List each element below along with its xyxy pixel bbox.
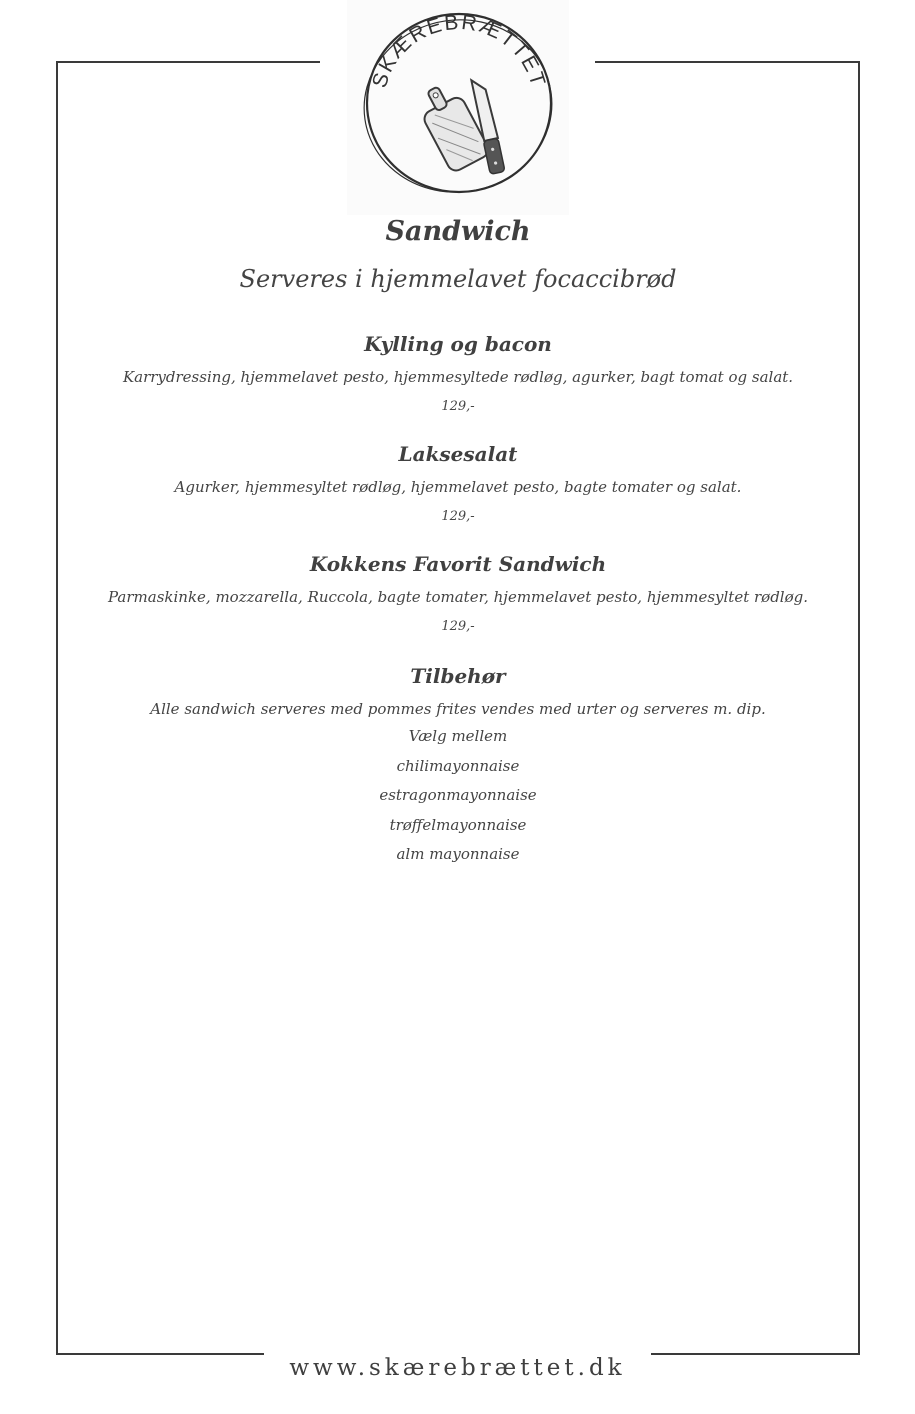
item-description: Karrydressing, hjemmelavet pesto, hjemmesyltede rødløg, agurker, bagt tomat og salat. <box>122 368 794 386</box>
frame-bottom-right-line <box>651 1353 860 1355</box>
item-price: 129,- <box>441 619 475 634</box>
frame-right-line <box>858 61 860 1355</box>
frame-top-right-line <box>595 61 860 63</box>
website-link[interactable]: www.skærebrættet.dk <box>289 1355 626 1381</box>
menu-item <box>58 330 858 418</box>
item-name: Laksesalat <box>398 442 518 466</box>
page-subtitle: Serveres i hjemmelavet focaccibrød <box>239 265 677 293</box>
frame-top-left-line <box>56 61 320 63</box>
menu-content <box>58 212 858 870</box>
sides-option: trøffelmayonnaise <box>389 815 527 834</box>
menu-item <box>58 440 858 528</box>
logo-emblem <box>347 0 569 215</box>
sides-choose-label: Vælg mellem <box>408 727 508 745</box>
page-title: Sandwich <box>385 216 531 247</box>
logo-text: SKÆREBRÆTTET <box>367 10 551 91</box>
sides-title: Tilbehør <box>410 664 506 688</box>
sides-option: alm mayonnaise <box>396 845 520 863</box>
item-name: Kylling og bacon <box>364 332 552 356</box>
restaurant-logo <box>347 0 569 215</box>
sides-section <box>58 662 858 870</box>
sides-description: Alle sandwich serveres med pommes frites vendes med urter og serveres m. dip. <box>150 700 766 718</box>
svg-text:SKÆREBRÆTTET <box>368 11 550 91</box>
item-description: Parmaskinke, mozzarella, Ruccola, bagte tomater, hjemmelavet pesto, hjemmesyltet rødløg. <box>108 588 808 606</box>
menu-item <box>58 550 858 638</box>
item-description: Agurker, hjemmesyltet rødløg, hjemmelavet pesto, bagte tomater og salat. <box>174 478 742 496</box>
item-name: Kokkens Favorit Sandwich <box>309 552 607 576</box>
item-price: 129,- <box>441 399 475 414</box>
frame-bottom-left-line <box>56 1353 264 1355</box>
item-price: 129,- <box>441 509 475 524</box>
sides-option: chilimayonnaise <box>396 756 520 775</box>
sides-option: estragonmayonnaise <box>379 786 537 804</box>
